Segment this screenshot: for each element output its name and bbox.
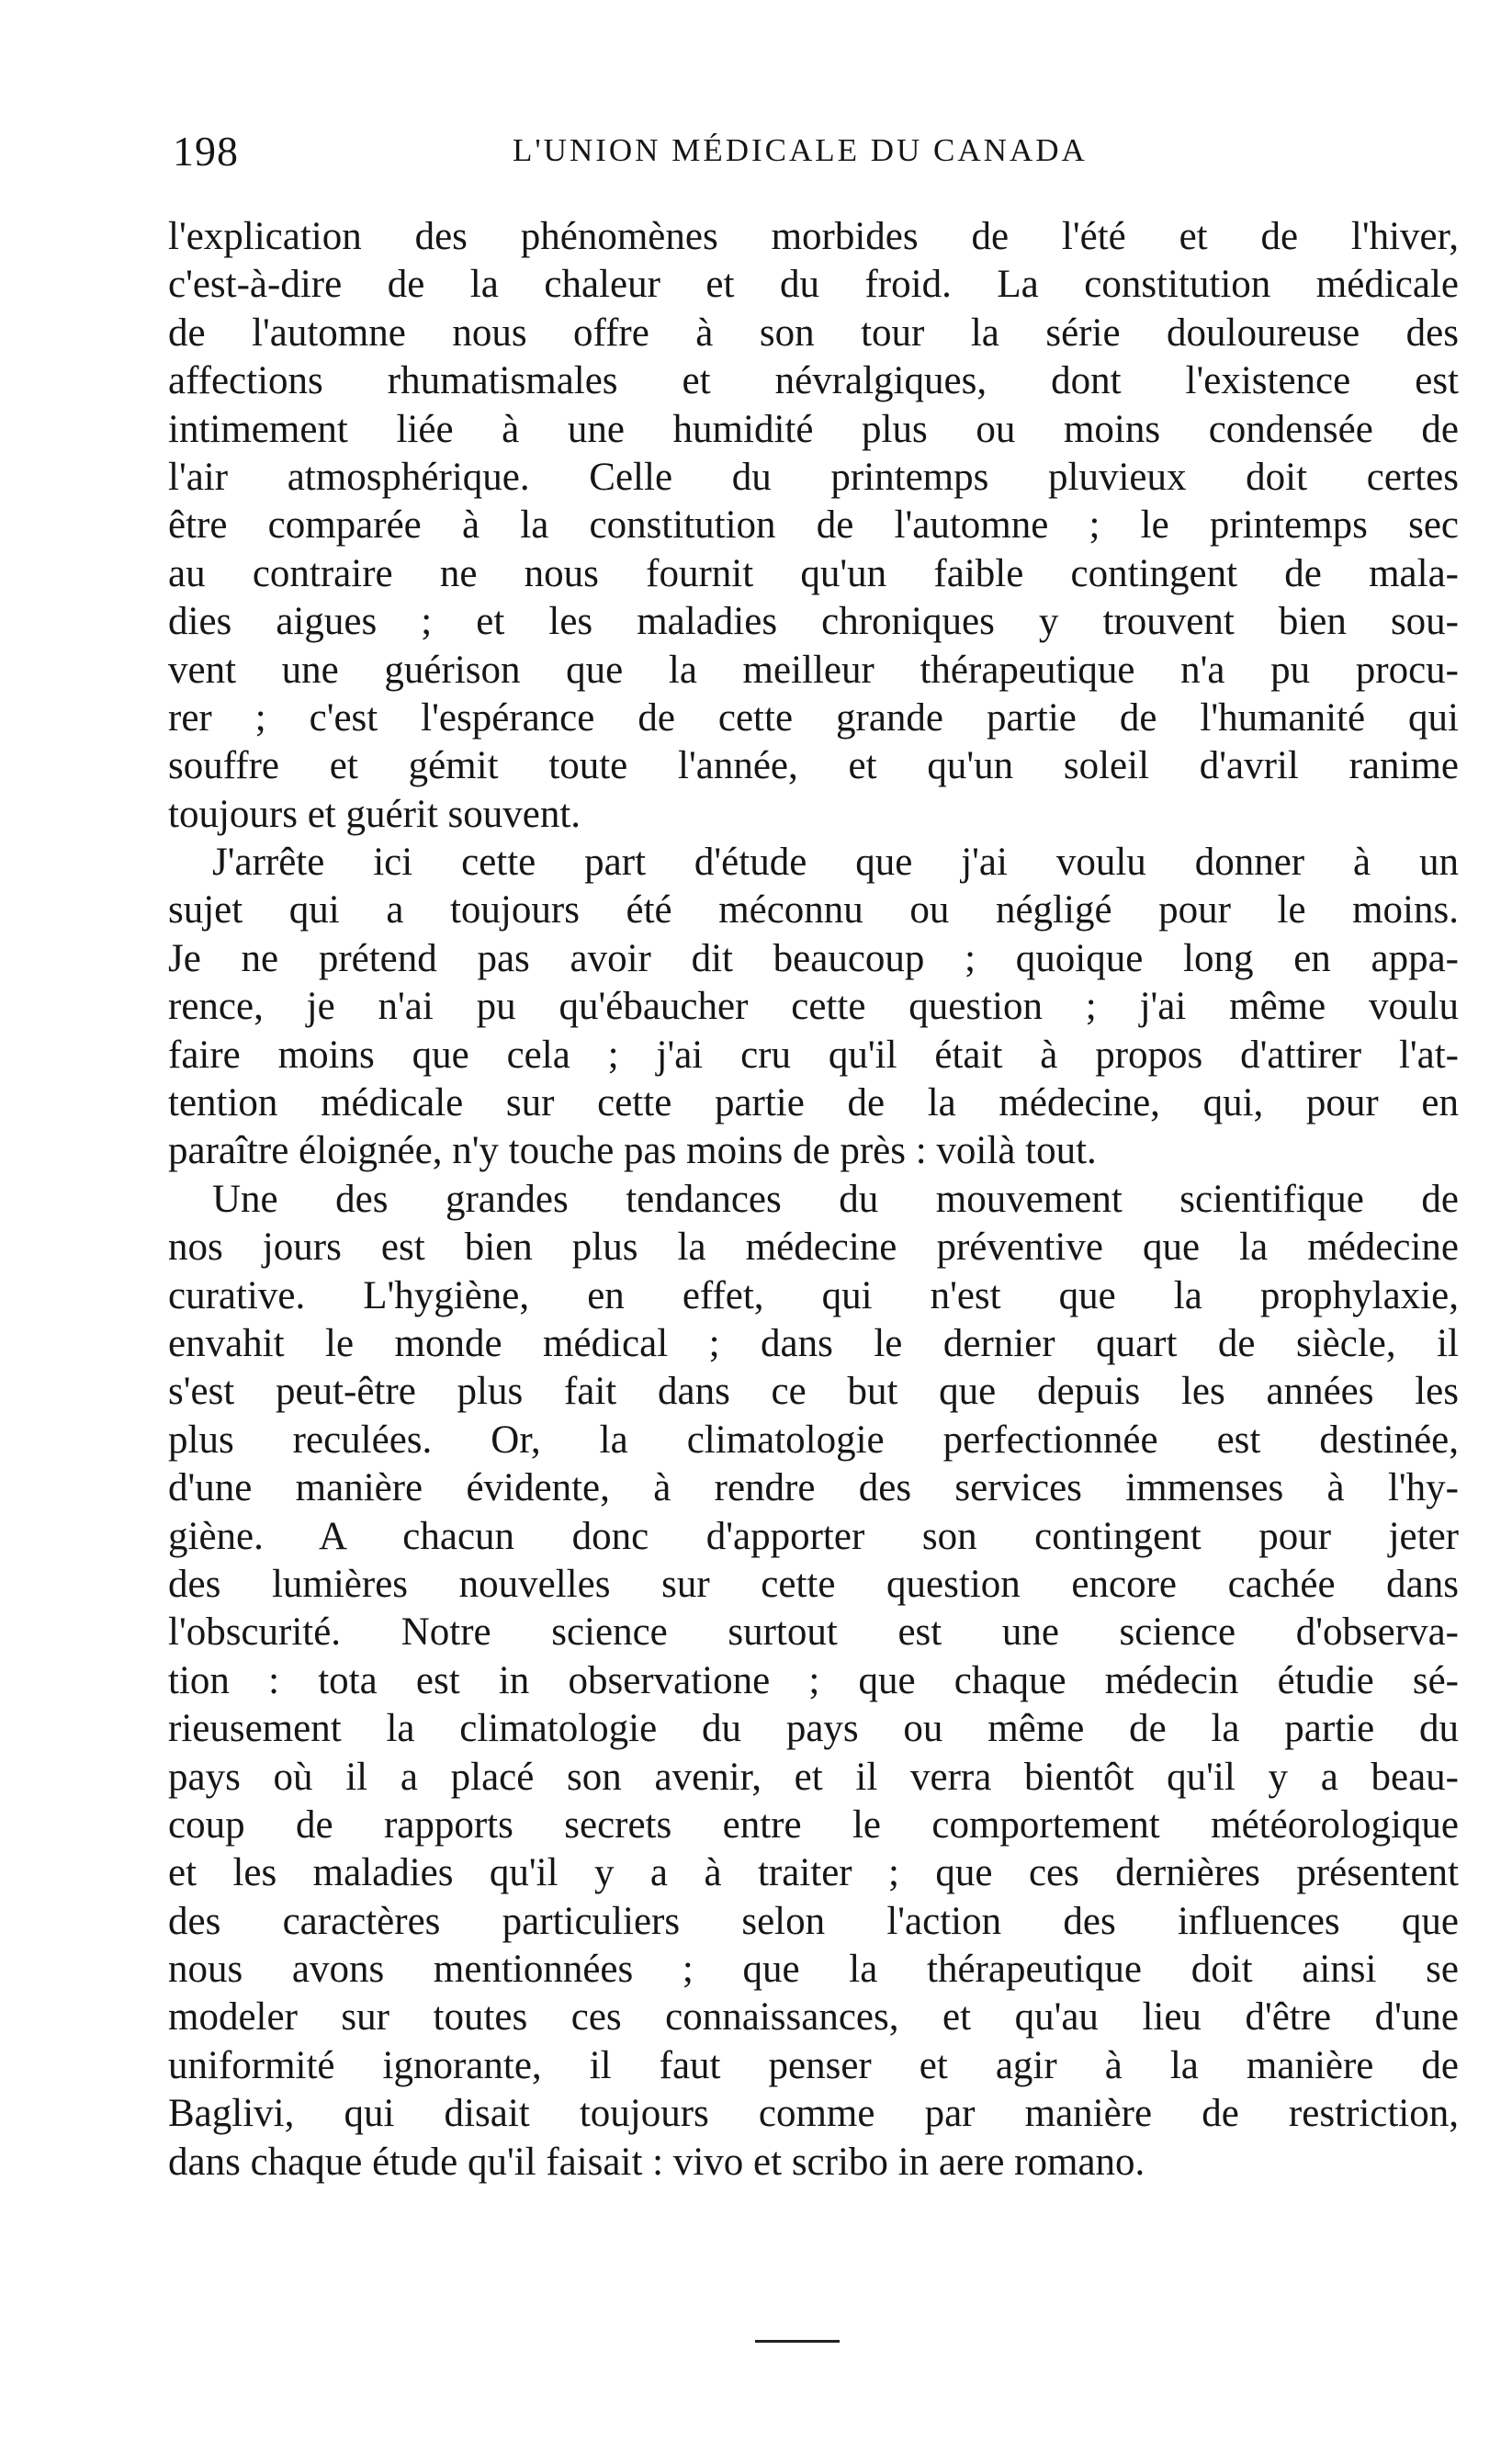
text-line: être comparée à la constitution de l'automne ; le printemps sec bbox=[168, 503, 1459, 548]
text-line: vent une guérison que la meilleur thérapeutique n'a pu procu- bbox=[168, 648, 1459, 692]
text-line: au contraire ne nous fournit qu'un faible contingent de mala- bbox=[168, 551, 1459, 595]
text-line: l'air atmosphérique. Celle du printemps pluvieux doit certes bbox=[168, 455, 1459, 499]
text-line: curative. L'hygiène, en effet, qui n'est que la prophylaxie, bbox=[168, 1273, 1459, 1317]
text-line: c'est-à-dire de la chaleur et du froid. La constitution médicale bbox=[168, 263, 1459, 307]
text-line: dies aigues ; et les maladies chroniques y trouvent bien sou- bbox=[168, 600, 1459, 644]
text-line: coup de rapports secrets entre le comportement météorologique bbox=[168, 1802, 1459, 1847]
text-line: nous avons mentionnées ; que la thérapeutique doit ainsi se bbox=[168, 1948, 1459, 1992]
text-line: sujet qui a toujours été méconnu ou négligé pour le moins. bbox=[168, 888, 1459, 932]
text-line: toujours et guérit souvent. bbox=[168, 792, 581, 836]
text-line: affections rhumatismales et névralgiques, dont l'existence est bbox=[168, 359, 1459, 403]
text-line: J'arrête ici cette part d'étude que j'ai voulu donner à un bbox=[212, 841, 1459, 885]
text-line: de l'automne nous offre à son tour la série douloureuse des bbox=[168, 311, 1459, 355]
body-text bbox=[168, 213, 1459, 2186]
text-line: plus reculées. Or, la climatologie perfectionnée est destinée, bbox=[168, 1418, 1459, 1462]
text-line: faire moins que cela ; j'ai cru qu'il était à propos d'attirer l'at- bbox=[168, 1033, 1459, 1077]
text-line: des caractères particuliers selon l'action des influences que bbox=[168, 1899, 1459, 1943]
text-line: Je ne prétend pas avoir dit beaucoup ; quoique long en appa- bbox=[168, 936, 1459, 980]
text-line: l'explication des phénomènes morbides de l'été et de l'hiver, bbox=[168, 215, 1459, 258]
text-line: souffre et gémit toute l'année, et qu'un soleil d'avril ranime bbox=[168, 744, 1459, 788]
text-line: rer ; c'est l'espérance de cette grande partie de l'humanité qui bbox=[168, 695, 1459, 740]
text-line: tion : tota est in observatione ; que chaque médecin étudie sé- bbox=[168, 1658, 1459, 1702]
text-line: giène. A chacun donc d'apporter son contingent pour jeter bbox=[168, 1514, 1459, 1558]
text-line: rence, je n'ai pu qu'ébaucher cette question ; j'ai même voulu bbox=[168, 985, 1459, 1029]
text-line: l'obscurité. Notre science surtout est une science d'observa- bbox=[168, 1610, 1459, 1655]
text-line: Une des grandes tendances du mouvement scientifique de bbox=[212, 1177, 1459, 1221]
page-number: 198 bbox=[173, 128, 239, 175]
running-title: L'UNION MÉDICALE DU CANADA bbox=[513, 132, 1088, 168]
text-line: d'une manière évidente, à rendre des services immenses à l'hy- bbox=[168, 1466, 1459, 1510]
closing-rule bbox=[755, 2340, 840, 2343]
text-line: Baglivi, qui disait toujours comme par manière de restriction, bbox=[168, 2092, 1459, 2136]
text-line: uniformité ignorante, il faut penser et agir à la manière de bbox=[168, 2043, 1459, 2087]
text-line: des lumières nouvelles sur cette question encore cachée dans bbox=[168, 1562, 1459, 1606]
text-line: nos jours est bien plus la médecine préventive que la médecine bbox=[168, 1226, 1459, 1270]
text-line: modeler sur toutes ces connaissances, et qu'au lieu d'être d'une bbox=[168, 1995, 1459, 2040]
text-line: paraître éloignée, n'y touche pas moins de près : voilà tout. bbox=[168, 1129, 1097, 1173]
text-line: intimement liée à une humidité plus ou moins condensée de bbox=[168, 407, 1459, 451]
text-line: s'est peut-être plus fait dans ce but que depuis les années les bbox=[168, 1370, 1459, 1414]
text-line: tention médicale sur cette partie de la médecine, qui, pour en bbox=[168, 1081, 1459, 1125]
text-line: dans chaque étude qu'il faisait : vivo et scribo in aere romano. bbox=[168, 2140, 1145, 2184]
page-header bbox=[173, 127, 1468, 182]
text-line: pays où il a placé son avenir, et il verra bientôt qu'il y a beau- bbox=[168, 1755, 1459, 1799]
text-line: envahit le monde médical ; dans le dernier quart de siècle, il bbox=[168, 1321, 1459, 1365]
text-line: rieusement la climatologie du pays ou même de la partie du bbox=[168, 1707, 1459, 1751]
text-line: et les maladies qu'il y a à traiter ; que ces dernières présentent bbox=[168, 1851, 1459, 1895]
